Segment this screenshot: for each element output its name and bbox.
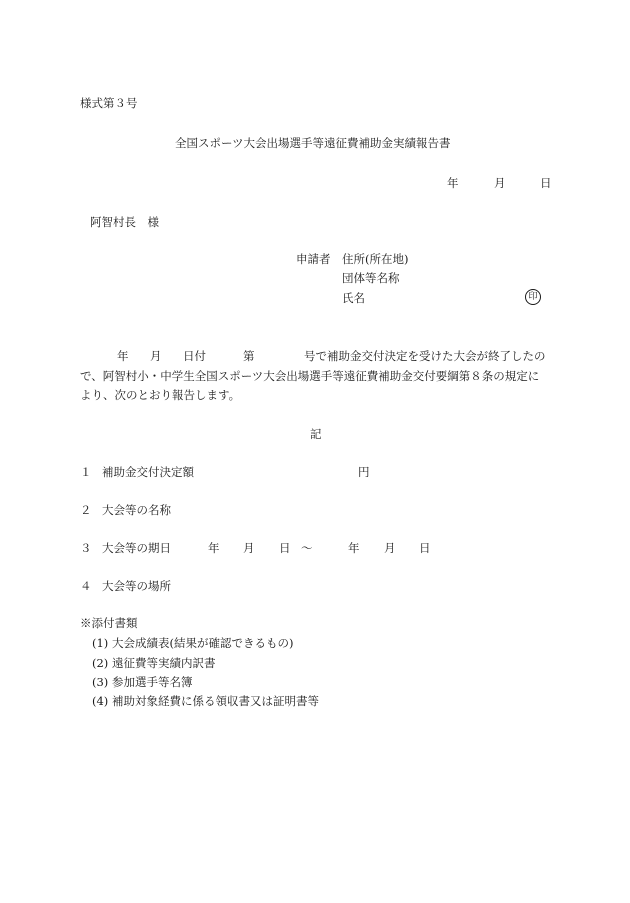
applicant-name-label: 氏名 [342,291,365,305]
item-3-month-2: 月 [384,541,396,555]
applicant-address-label: 住所(所在地) [342,252,409,266]
item-1: １ 補助金交付決定額 [80,465,194,479]
item-3-day-1: 日 [279,541,291,555]
item-3-year-1: 年 [208,541,220,555]
report-form-page: 様式第３号 全国スポーツ大会出場選手等遠征費補助金実績報告書 年 月 日 阿智村長 様 申請者 住所(所在地) 団体等名称 氏名 印 年 月 日付 第 号で補助金交付決定を受けた大会が終了したの で、阿智村小・中学生全国スポーツ大会出場選手等遠征費補助金交付要綱第８条の規定に より、次のとおり報告します。 記 １ 補助金交付決定額 円 ２ 大会等の名称 ３ 大会等の期日 年 月 日 ～ 年 月 日 ４ 大会等の場所 ※添付書類 (1) 大会成績表(結果が確認できるもの) (2) 遠征費等実績内訳書 (3) 参加選手等名簿 (4) 補助対象経費に係る領収書又は証明書等 [80,96,552,708]
attachments-heading: ※添付書類 [80,616,138,630]
date-day: 日 [540,176,552,190]
item-3-year-2: 年 [348,541,360,555]
item-1-unit: 円 [358,465,370,479]
body-line-2: で、阿智村小・中学生全国スポーツ大会出場選手等遠征費補助金交付要綱第８条の規定に [80,369,540,383]
ki-heading: 記 [310,427,322,441]
form-number: 様式第３号 [80,96,138,110]
document-title: 全国スポーツ大会出場選手等遠征費補助金実績報告書 [175,136,451,150]
body-line-3: より、次のとおり報告します。 [80,388,241,402]
attachment-item: (1) 大会成績表(結果が確認できるもの) [92,636,294,650]
attachment-item: (3) 参加選手等名簿 [92,675,193,689]
date-month: 月 [494,176,506,190]
item-3-month-1: 月 [243,541,255,555]
attachment-item: (4) 補助対象経費に係る領収書又は証明書等 [92,694,319,708]
applicant-org-name-label: 団体等名称 [342,271,400,285]
attachment-item: (2) 遠征費等実績内訳書 [92,656,216,670]
seal-mark: 印 [525,289,541,305]
addressee: 阿智村長 様 [90,215,159,229]
date-year: 年 [447,176,459,190]
applicant-label: 申請者 [296,252,331,266]
item-4: ４ 大会等の場所 [80,579,171,593]
item-2: ２ 大会等の名称 [80,503,171,517]
item-3-day-2: 日 [419,541,431,555]
item-3: ３ 大会等の期日 [80,541,171,555]
item-3-tilde: ～ [301,541,313,555]
